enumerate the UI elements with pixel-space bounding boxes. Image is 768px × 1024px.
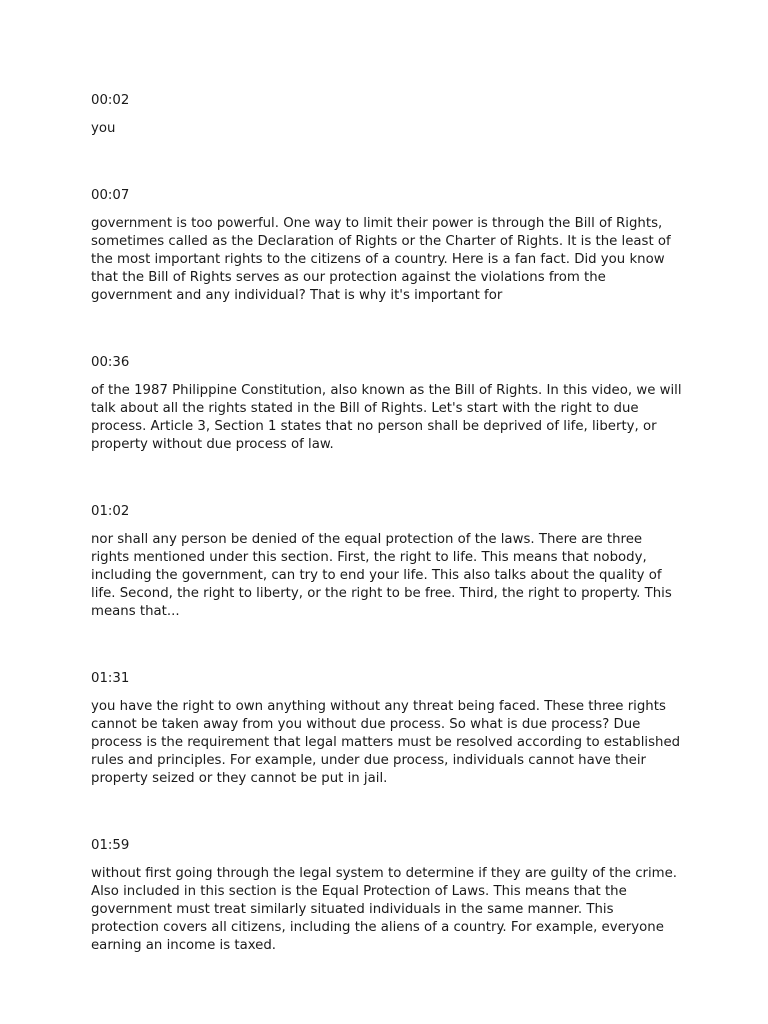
segment-timestamp: 00:02 — [91, 93, 130, 108]
transcript-segment — [91, 92, 683, 138]
transcript-segment — [91, 670, 683, 788]
transcript-document — [91, 92, 683, 1004]
transcript-segment — [91, 187, 683, 305]
segment-text: without first going through the legal system to determine if they are guilty of the crime. Also included in this section is the Equal Protection of Laws. This means that the government must treat similarly situated individuals in the same manner. This protection covers all citizens, including the aliens of a country. For example, everyone earning an income is taxed. — [91, 866, 678, 953]
segment-timestamp: 01:02 — [91, 504, 130, 519]
segment-text: government is too powerful. One way to limit their power is through the Bill of Rights, sometimes called as the Declaration of Rights or the Charter of Rights. It is the least of the most important rights to the citizens of a country. Here is a fan fact. Did you know that the Bill of Rights serves as our protection against the violations from the government and any individual? That is why it's important for — [91, 216, 671, 303]
segment-timestamp: 00:36 — [91, 355, 130, 370]
segment-text: nor shall any person be denied of the equal protection of the laws. There are three rights mentioned under this section. First, the right to life. This means that nobody, including the government, can try to end your life. This also talks about the quality of life. Second, the right to liberty, or the right to be free. Third, the right to property. This means that... — [91, 532, 672, 619]
segment-text: you have the right to own anything without any threat being faced. These three rights cannot be taken away from you without due process. So what is due process? Due process is the requirement that legal matters must be resolved according to established rules and principles. For example, under due process, individuals cannot have their property seized or they cannot be put in jail. — [91, 699, 681, 786]
segment-timestamp: 00:07 — [91, 188, 130, 203]
segment-text: of the 1987 Philippine Constitution, also known as the Bill of Rights. In this video, we will talk about all the rights stated in the Bill of Rights. Let's start with the right to due process. Article 3, Section 1 states that no person shall be deprived of life, liberty, or property without due process of law. — [91, 383, 682, 452]
transcript-segment — [91, 503, 683, 621]
segment-text: you — [91, 121, 116, 136]
segment-timestamp: 01:59 — [91, 838, 130, 853]
segment-timestamp: 01:31 — [91, 671, 130, 686]
transcript-segment — [91, 354, 683, 454]
transcript-segment — [91, 837, 683, 955]
